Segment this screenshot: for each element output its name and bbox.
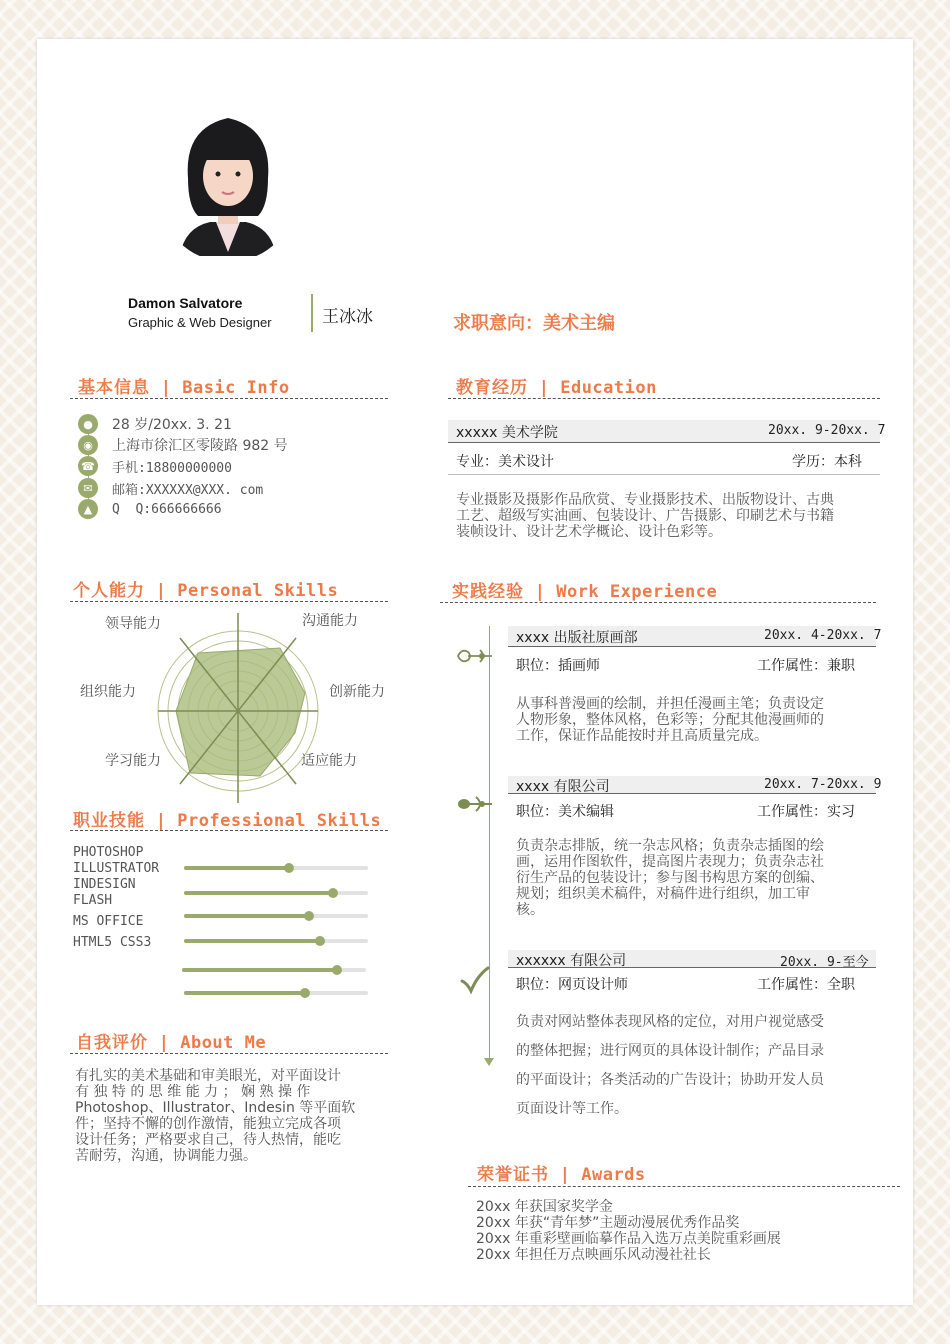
job-objective: 求职意向：美术主编	[453, 313, 615, 334]
skill-bar-fill	[184, 914, 309, 918]
skill-name: INDESIGN	[73, 877, 136, 892]
skill-name: FLASH	[73, 893, 113, 908]
info-age: ● 28 岁/20xx. 3. 21	[78, 414, 232, 434]
job-description: 从事科普漫画的绘制，并担任漫画主笔；负责设定 人物形象，整体风格，色彩等；分配其他漫画师的 工作，保证作品能按时并且高质量完成。	[516, 696, 824, 744]
job-company: xxxx 有限公司	[516, 779, 610, 795]
name-divider	[311, 294, 313, 332]
job-description: 负责杂志排版，统一杂志风格；负责杂志插图的绘 画，运用作图软件，提高图片表现力；负责杂志社 衍生产品的包装设计；参与图书构思方案的创编、 规划；组织美术稿件，对稿件进行组织，加工审 核。	[516, 838, 824, 918]
radar-label-innovation: 创新能力	[329, 684, 385, 700]
skill-name: MS OFFICE	[73, 914, 144, 929]
location-icon: ◉	[78, 435, 98, 455]
radar-label-communication: 沟通能力	[302, 613, 358, 629]
title-en: Graphic & Web Designer	[128, 315, 272, 330]
skill-bar-handle	[328, 888, 338, 898]
section-title-basic-info: 基本信息 | Basic Info	[78, 378, 290, 398]
radar-label-learning: 学习能力	[105, 753, 161, 769]
job-company: xxxxxx 有限公司	[516, 953, 627, 969]
name-en: Damon Salvatore	[128, 295, 243, 311]
divider	[70, 1053, 388, 1054]
timeline-line	[489, 626, 490, 1062]
skill-name: ILLUSTRATOR	[73, 861, 160, 876]
skill-bar-fill	[182, 968, 337, 972]
skill-name: HTML5 CSS3	[73, 935, 152, 950]
award-item: 20xx 年担任万点映画乐风动漫社社长	[476, 1247, 711, 1263]
radar-label-adaptability: 适应能力	[301, 753, 357, 769]
skill-bar-handle	[284, 863, 294, 873]
ornament-icon	[456, 794, 494, 814]
job-company: xxxx 出版社原画部	[516, 630, 638, 646]
divider	[70, 601, 388, 602]
job-period: 20xx. 7-20xx. 9	[764, 777, 882, 792]
name-cn: 王冰冰	[322, 307, 373, 327]
info-email: ✉ 邮箱:XXXXXX@XXX. com	[78, 478, 263, 498]
skill-bar-handle	[300, 988, 310, 998]
awards-list	[476, 1199, 896, 1263]
award-item: 20xx 年重彩壁画临摹作品入选万点美院重彩画展	[476, 1231, 781, 1247]
avatar	[162, 106, 294, 262]
section-title-personal-skills: 个人能力 | Personal Skills	[73, 581, 339, 601]
mail-icon: ✉	[78, 478, 98, 498]
info-phone: ☎ 手机:18800000000	[78, 456, 232, 476]
person-icon: ●	[78, 414, 98, 434]
job-type: 工作属性：实习	[757, 804, 855, 820]
skill-bar-handle	[332, 965, 342, 975]
job-period: 20xx. 9-至今	[780, 955, 869, 970]
phone-icon: ☎	[78, 456, 98, 476]
skill-bar-handle	[315, 936, 325, 946]
job-position: 职位：美术编辑	[516, 804, 614, 820]
education-school: xxxxx 美术学院	[456, 425, 558, 441]
job-period: 20xx. 4-20xx. 7	[764, 628, 882, 643]
section-title-awards: 荣誉证书 | Awards	[477, 1165, 646, 1185]
skill-name: PHOTOSHOP	[73, 845, 144, 860]
skill-bar-fill	[184, 991, 305, 995]
section-title-education: 教育经历 | Education	[456, 378, 657, 398]
divider	[440, 602, 876, 603]
divider	[70, 830, 388, 831]
qq-icon: ▲	[78, 499, 98, 519]
award-item: 20xx 年获“青年梦”主题动漫展优秀作品奖	[476, 1215, 740, 1231]
award-item: 20xx 年获国家奖学金	[476, 1199, 613, 1215]
section-title-work-experience: 实践经验 | Work Experience	[452, 582, 718, 602]
info-qq: ▲ Q Q:666666666	[78, 499, 222, 519]
skill-bar-fill	[184, 891, 333, 895]
education-degree: 学历：本科	[792, 454, 862, 470]
timeline-arrow-icon	[484, 1058, 494, 1066]
radar-label-leadership: 领导能力	[105, 616, 161, 632]
ornament-icon	[456, 646, 494, 666]
job-description: 负责对网站整体表现风格的定位，对用户视觉感受 的整体把握；进行网页的具体设计制作；产品目录 的平面设计；各类活动的广告设计；协助开发人员 页面设计等工作。	[516, 1014, 824, 1117]
radar-chart	[150, 608, 330, 808]
section-title-about-me: 自我评价 | About Me	[76, 1033, 267, 1053]
skill-bar-fill	[184, 866, 289, 870]
education-major: 专业：美术设计	[456, 454, 554, 470]
education-courses: 专业摄影及摄影作品欣赏、专业摄影技术、出版物设计、古典 工艺、超级写实油画、包装设计、广告摄影、印刷艺术与书籍 装帧设计、设计艺术学概论、设计色彩等。	[456, 492, 834, 540]
job-type: 工作属性：全职	[757, 977, 855, 993]
about-me-text: 有扎实的美术基础和审美眼光，对平面设计 有 独 特 的 思 维 能 力 ； 娴 熟 操 作 Photoshop、Illustrator、Indesin 等平面软 件；坚持不懈的创作激情，能独立完成各项 设计任务；严格要求自己，待人热情，能吃 苦耐劳，沟通，协调能力强。	[75, 1068, 356, 1164]
job-position: 职位：插画师	[516, 658, 600, 674]
radar-area	[176, 648, 305, 776]
checkmark-icon	[460, 966, 490, 994]
education-rule	[448, 474, 880, 475]
job-type: 工作属性：兼职	[757, 658, 855, 674]
divider	[468, 1186, 900, 1187]
education-period: 20xx. 9-20xx. 7	[768, 423, 886, 438]
info-address: ◉ 上海市徐汇区零陵路 982 号	[78, 435, 288, 455]
section-title-professional-skills: 职业技能 | Professional Skills	[73, 811, 382, 831]
radar-label-organization: 组织能力	[80, 684, 136, 700]
job-position: 职位：网页设计师	[516, 977, 628, 993]
divider	[70, 398, 388, 399]
skill-bar-fill	[184, 939, 320, 943]
divider	[448, 398, 880, 399]
skill-bar-handle	[304, 911, 314, 921]
